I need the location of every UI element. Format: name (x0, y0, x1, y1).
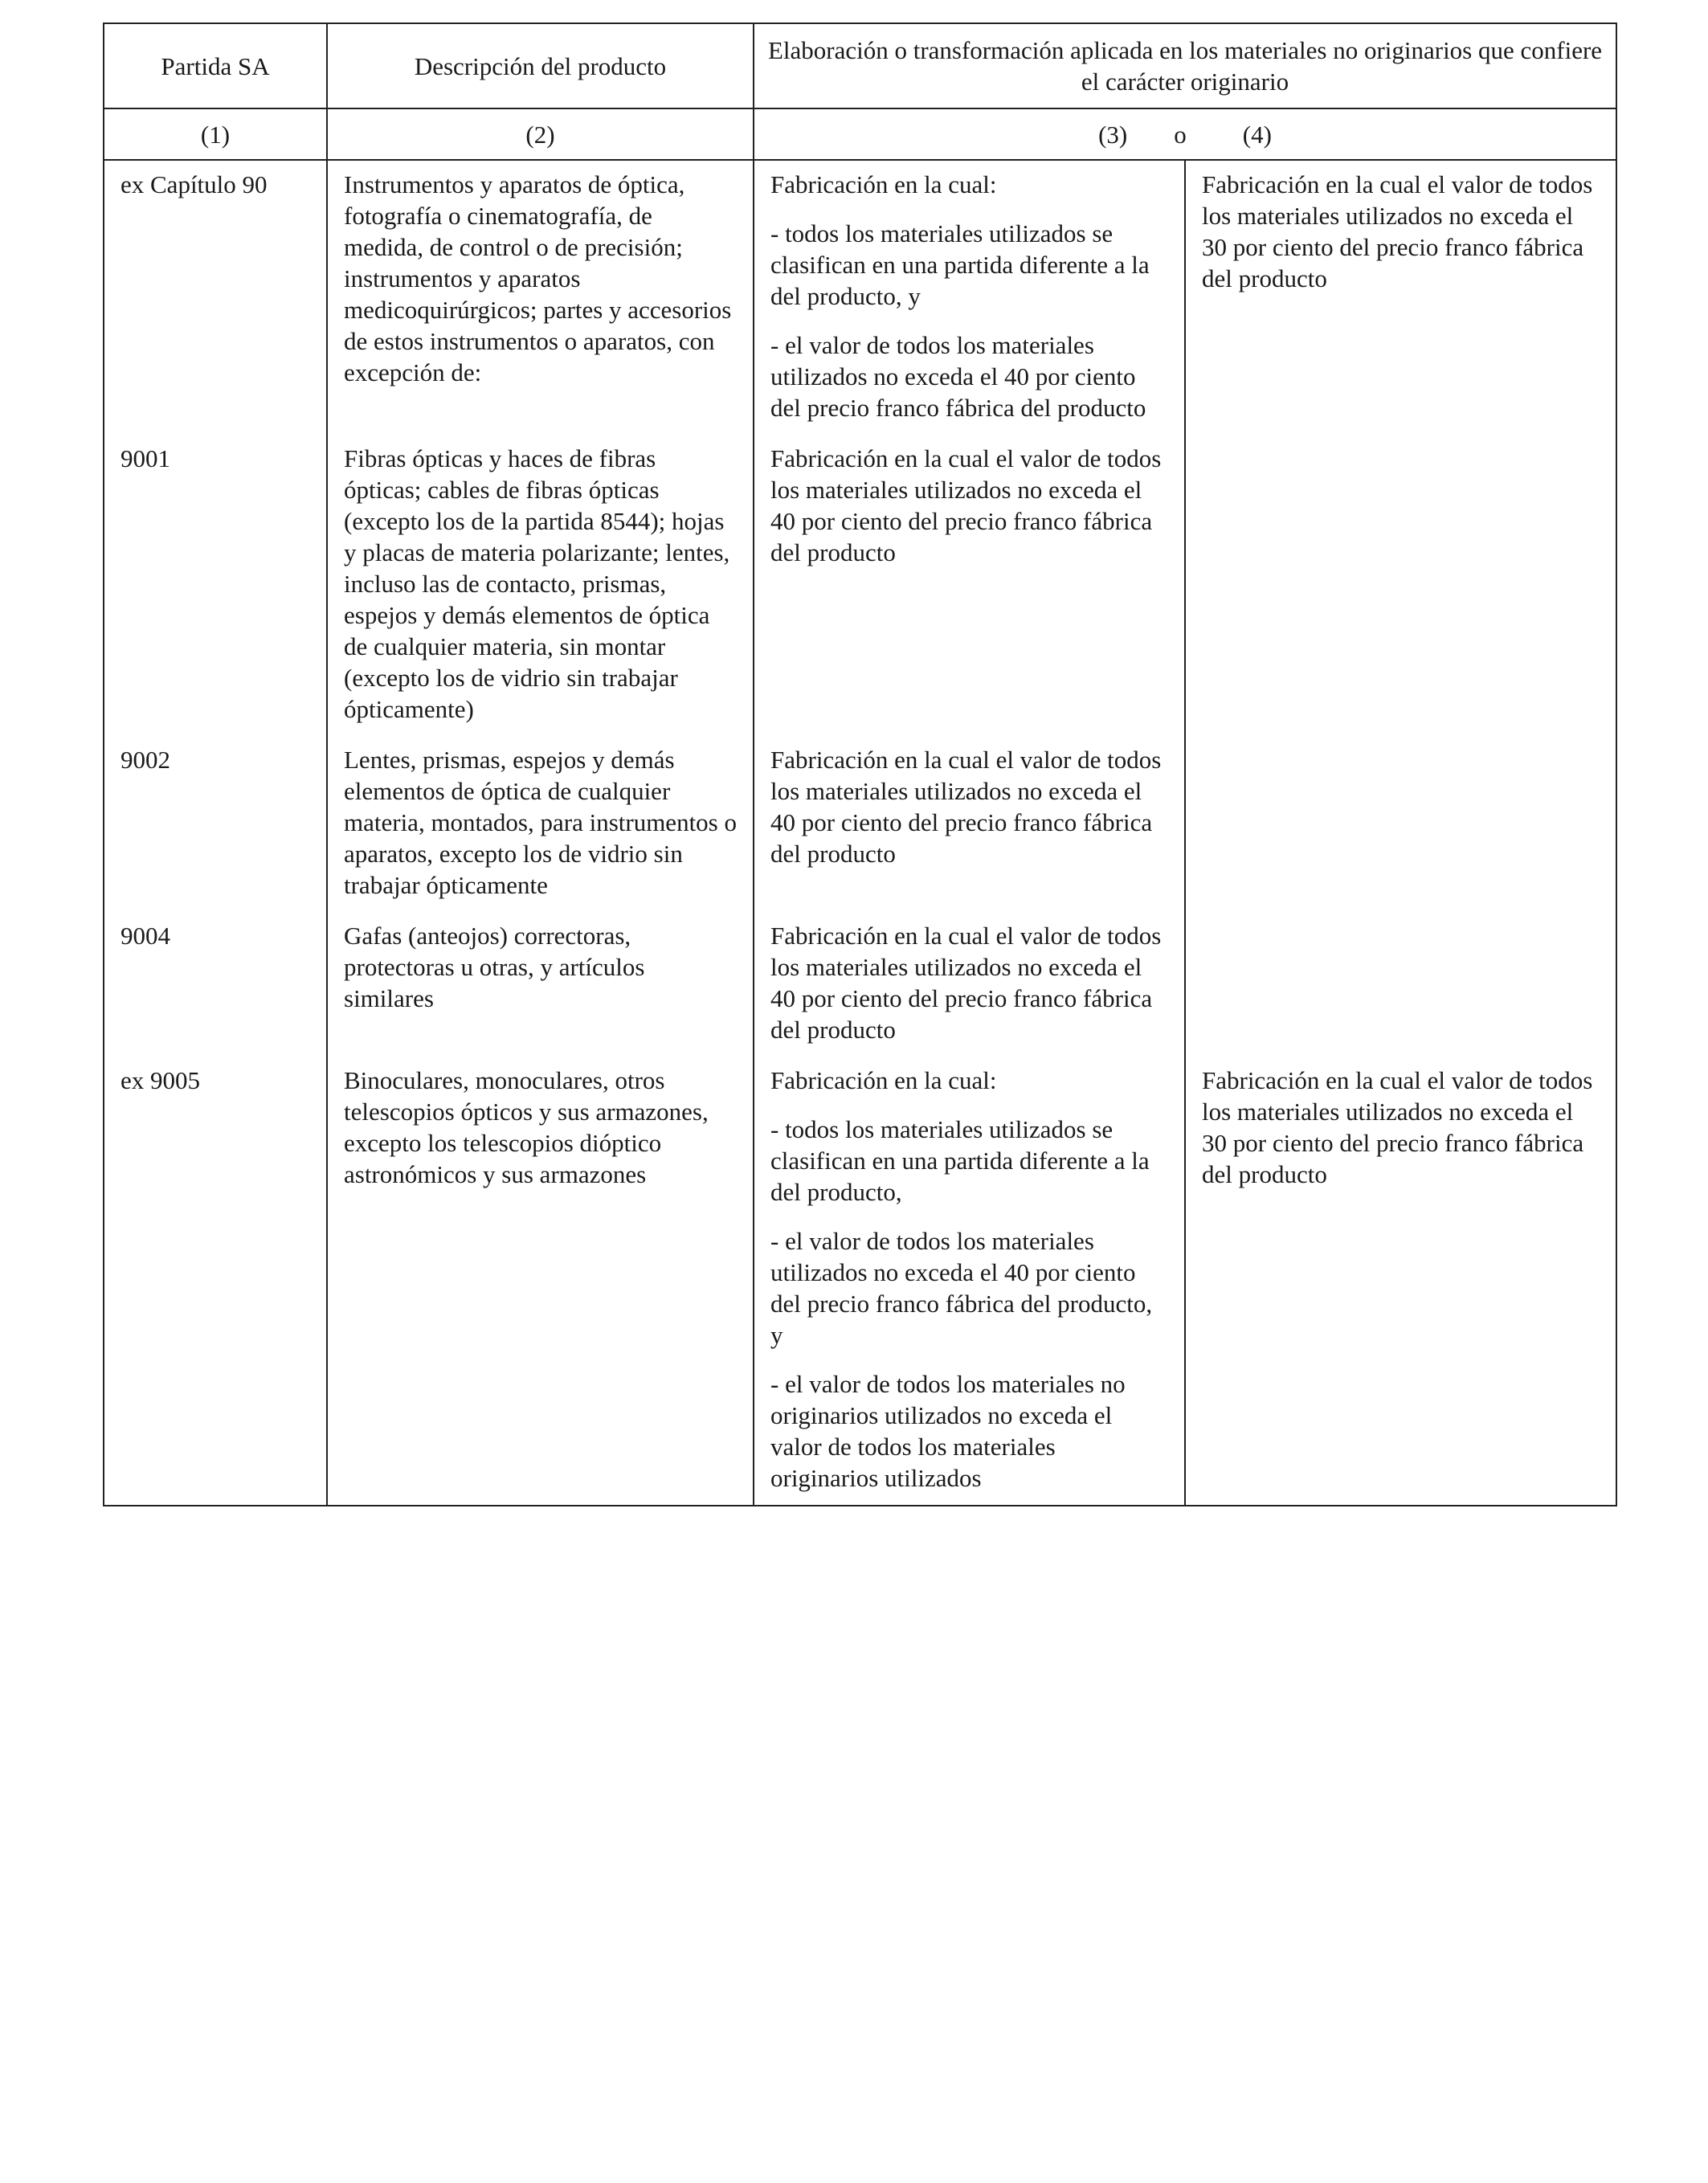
row-col3: Fabricación en la cual el valor de todos los materiales utilizados no exceda el 40 por ciento del precio franco fábrica del producto (754, 435, 1185, 736)
column-number-row (104, 108, 1616, 160)
row-descripcion: Fibras ópticas y haces de fibras ópticas; cables de fibras ópticas (excepto los de la partida 8544); hojas y placas de materia polarizante; lentes, incluso las de contacto, prismas, espejos y demás elementos de óptica de cualquier materia, sin montar (excepto los de vidrio sin trabajar ópticamente) (327, 435, 754, 736)
row-col4-empty (1185, 736, 1616, 912)
column-number-2: (2) (327, 108, 754, 160)
row-partida: 9004 (104, 912, 327, 1057)
rule-paragraph: - todos los materiales utilizados se clasifican en una partida diferente a la del producto, y (770, 219, 1150, 310)
table-row (104, 912, 1616, 1057)
row-descripcion: Lentes, prismas, espejos y demás elementos de óptica de cualquier materia, montados, para instrumentos o aparatos, excepto los de vidrio sin trabajar ópticamente (327, 736, 754, 912)
table-row (104, 736, 1616, 912)
header-partida: Partida SA (104, 23, 327, 108)
column-numbers-group (1098, 119, 1272, 150)
table-row (104, 1057, 1616, 1506)
row-partida: ex Capítulo 90 (104, 160, 327, 435)
column-or-label: o (1174, 120, 1187, 149)
row-descripcion: Instrumentos y aparatos de óptica, fotografía o cinematografía, de medida, de control o de precisión; instrumentos y aparatos medicoquirúrgicos; partes y accesorios de estos instrumentos o aparatos, con excepción de: (327, 160, 754, 435)
row-col3: Fabricación en la cual el valor de todos los materiales utilizados no exceda el 40 por ciento del precio franco fábrica del producto (754, 912, 1185, 1057)
table-row (104, 160, 1616, 435)
header-row (104, 23, 1616, 108)
row-partida: 9001 (104, 435, 327, 736)
origin-rules-table (103, 22, 1617, 1506)
row-col3 (754, 1057, 1185, 1506)
column-number-3: (3) (1098, 120, 1128, 149)
row-descripcion: Binoculares, monoculares, otros telescopios ópticos y sus armazones, excepto los telescopios dióptico astronómicos y sus armazones (327, 1057, 754, 1506)
row-descripcion: Gafas (anteojos) correctoras, protectoras u otras, y artículos similares (327, 912, 754, 1057)
rule-paragraph: Fabricación en la cual: (770, 170, 997, 198)
row-col4: Fabricación en la cual el valor de todos los materiales utilizados no exceda el 30 por ciento del precio franco fábrica del producto (1185, 1057, 1616, 1506)
column-number-3-4 (754, 108, 1616, 160)
row-col3 (754, 160, 1185, 435)
row-col4-empty (1185, 912, 1616, 1057)
row-col4: Fabricación en la cual el valor de todos los materiales utilizados no exceda el 30 por ciento del precio franco fábrica del producto (1185, 160, 1616, 435)
column-number-4: (4) (1242, 120, 1272, 149)
column-number-1: (1) (104, 108, 327, 160)
row-partida: 9002 (104, 736, 327, 912)
rule-paragraph: - el valor de todos los materiales utilizados no exceda el 40 por ciento del precio franco fábrica del producto, y (770, 1227, 1153, 1349)
row-col4-empty (1185, 435, 1616, 736)
rule-paragraph: Fabricación en la cual: (770, 1066, 997, 1094)
table-row (104, 435, 1616, 736)
rule-paragraph: - todos los materiales utilizados se clasifican en una partida diferente a la del producto, (770, 1115, 1150, 1206)
row-partida: ex 9005 (104, 1057, 327, 1506)
rule-paragraph: - el valor de todos los materiales no originarios utilizados no exceda el valor de todos los materiales originarios utilizados (770, 1370, 1126, 1492)
header-descripcion: Descripción del producto (327, 23, 754, 108)
rule-paragraph: - el valor de todos los materiales utilizados no exceda el 40 por ciento del precio franco fábrica del producto (770, 331, 1146, 422)
row-col3: Fabricación en la cual el valor de todos los materiales utilizados no exceda el 40 por ciento del precio franco fábrica del producto (754, 736, 1185, 912)
header-elaboracion: Elaboración o transformación aplicada en los materiales no originarios que confiere el carácter originario (754, 23, 1616, 108)
